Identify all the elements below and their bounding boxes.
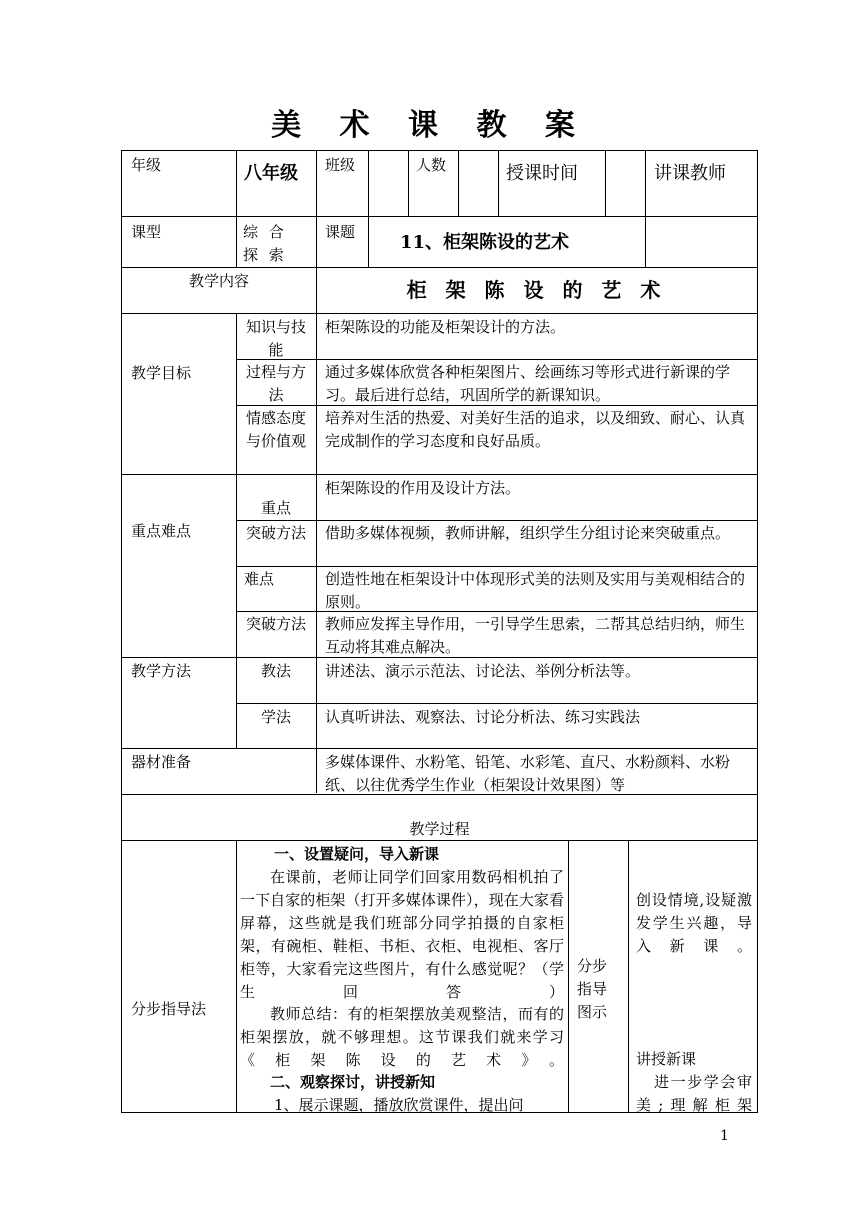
process-paragraph-1: 在课前，老师让同学们回家用数码相机拍了一下自家的柜架（打开多媒体课件），现在大家看屏幕，这些就是我们班部分同学拍摄的自家柜架，有碗柜、鞋柜、书柜、衣柜、电视柜、客厅柜等，大家看完这些图片，有什么感觉呢？（学生回答） [240,868,564,1001]
note-text: 进一步学会审美;理解柜架 [636,1073,752,1114]
step-diagram-label: 分步指导图示 [577,957,608,1021]
step-label: 分步指导法 [131,1000,207,1018]
grade-value: 八年级 [244,163,298,184]
methods-label: 教学方法 [131,662,192,680]
grade-label: 年级 [131,156,162,174]
objectives-label: 教学目标 [131,364,192,382]
class-label: 班级 [325,156,356,174]
content-label: 教学内容 [188,272,249,290]
method-sub-learning: 学法 [260,708,291,726]
count-label: 人数 [416,156,447,174]
keypoint-text-focus: 柜架陈设的作用及设计方法。 [325,479,521,497]
equipment-text: 多媒体课件、水粉笔、铅笔、水彩笔、直尺、水粉颜料、水粉纸、以往优秀学生作业（柜架设计效果图）等 [325,753,731,794]
objective-text-attitude: 培养对生活的热爱、对美好生活的追求，以及细致、耐心、认真完成制作的学习态度和良好品质。 [325,409,746,450]
type-label: 课型 [131,223,162,241]
process-heading-1: 一、设置疑问，导入新课 [274,845,440,863]
note-intro: 创设情境,设疑激发学生兴趣，导入新课。 [636,891,752,955]
keypoints-label: 重点难点 [131,522,192,540]
page-number: 1 [720,1128,729,1144]
process-label: 教学过程 [409,820,470,838]
keypoint-sub-breakthrough-1: 突破方法 [245,524,306,542]
method-text-learning: 认真听讲法、观察法、讨论分析法、练习实践法 [325,708,641,726]
equipment-label: 器材准备 [131,753,192,771]
teacher-label: 讲课教师 [654,163,726,184]
keypoint-sub-breakthrough-2: 突破方法 [245,615,306,633]
objective-text-process: 通过多媒体欣赏各种柜架图片、绘画练习等形式进行新课的学习。最后进行总结，巩固所学的新课知识。 [325,363,731,404]
keypoint-sub-focus: 重点 [260,499,291,517]
objective-text-knowledge: 柜架陈设的功能及柜架设计的方法。 [325,318,566,336]
keypoint-sub-difficulty: 难点 [244,570,275,588]
time-label: 授课时间 [506,163,578,184]
objective-sub-attitude: 情感态度与价值观 [245,409,306,450]
process-heading-2: 二、观察探讨，讲授新知 [270,1073,436,1091]
topic-label: 课题 [325,223,356,241]
keypoint-text-breakthrough-2: 教师应发挥主导作用，一引导学生思索，二帮其总结归纳，师生互动将其难点解决。 [325,615,746,656]
method-sub-teaching: 教法 [260,662,291,680]
objective-sub-knowledge: 知识与技能 [245,318,306,359]
content-value: 柜 架 陈 设 的 艺 术 [406,278,667,302]
note-title: 讲授新课 [636,1050,697,1068]
objective-sub-process: 过程与方法 [245,363,306,404]
type-value: 综 合 探 索 [243,223,287,264]
keypoint-text-breakthrough-1: 借助多媒体视频，教师讲解，组织学生分组讨论来突破重点。 [325,524,731,542]
process-paragraph-3: 1、展示课题，播放欣赏课件，提出问 [274,1096,524,1114]
keypoint-text-difficulty: 创造性地在柜架设计中体现形式美的法则及实用与美观相结合的原则。 [325,570,746,611]
page-title: 美 术 课 教 案 [271,108,589,143]
method-text-teaching: 讲述法、演示示范法、讨论法、举例分析法等。 [325,662,641,680]
topic-value: 11、柜架陈设的艺术 [400,232,570,253]
process-paragraph-2: 教师总结：有的柜架摆放美观整洁，而有的柜架摆放，就不够理想。这节课我们就来学习《柜架陈设的艺术》。 [240,1005,564,1069]
